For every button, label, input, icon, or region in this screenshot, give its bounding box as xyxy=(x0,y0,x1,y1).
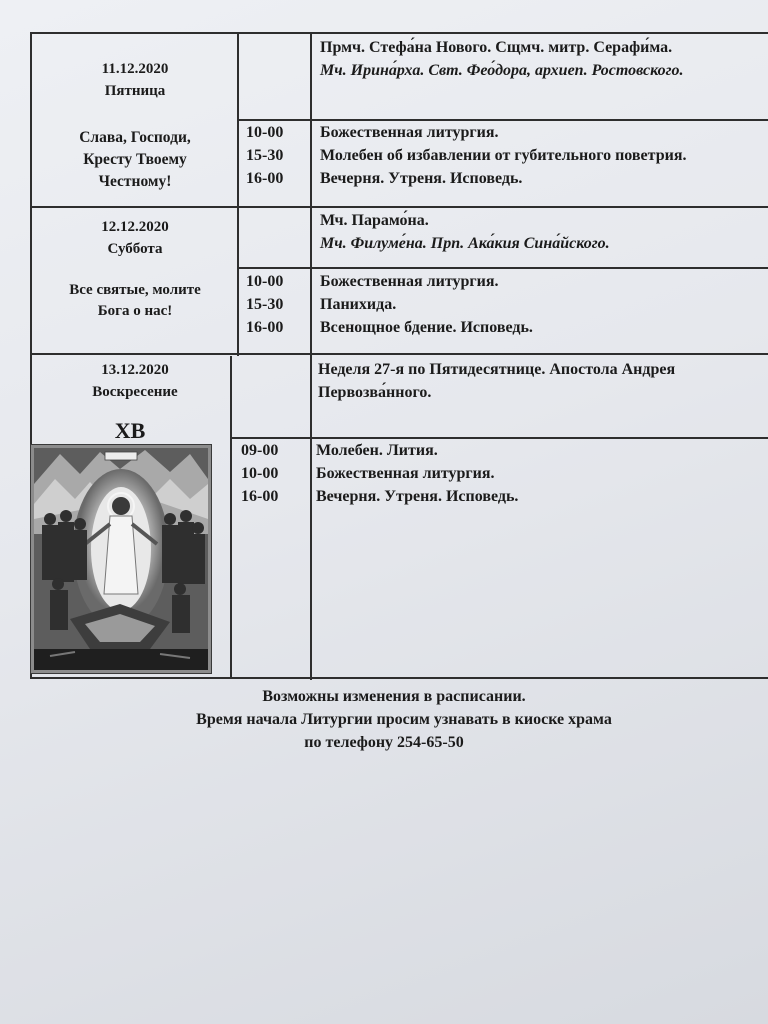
day2-time-1: 10-00 xyxy=(246,273,284,290)
row2-bottom-line xyxy=(30,353,768,355)
day3-date: 13.12.2020 xyxy=(101,362,169,378)
day2-times xyxy=(246,270,283,339)
row1-bottom-line xyxy=(30,206,768,208)
day2-time-2: 15-30 xyxy=(246,296,284,313)
day1-time-1: 10-00 xyxy=(246,124,284,141)
day1-service-2: Молебен об избавлении от губительного поветрия. xyxy=(320,147,687,164)
day2-motto-line1: Все святые, молите xyxy=(69,282,201,298)
day3-service-2: Божественная литургия. xyxy=(316,465,495,482)
day1-motto-line3: Честному! xyxy=(98,173,172,190)
day1-weekday: Пятница xyxy=(104,83,166,99)
day2-time-3: 16-00 xyxy=(246,319,284,336)
day2-saints-line2: Мч. Филуме́на. Прп. Ака́кия Сина́йского. xyxy=(320,235,610,252)
day1-times xyxy=(246,121,283,190)
day1-saints xyxy=(320,36,684,82)
day2-service-1: Божественная литургия. xyxy=(320,273,499,290)
day1-service-3: Вечерня. Утреня. Исповедь. xyxy=(320,170,523,187)
day2-date-block xyxy=(30,216,240,260)
table-top-border xyxy=(30,32,768,34)
day2-saints xyxy=(320,209,610,255)
footer-line1: Возможны изменения в расписании. xyxy=(262,688,526,705)
footer-line3: по телефону 254-65-50 xyxy=(304,734,464,751)
day2-services xyxy=(320,270,533,339)
day1-motto-line2: Кресту Твоему xyxy=(83,151,187,168)
day2-service-2: Панихида. xyxy=(320,296,397,313)
day3-time-2: 10-00 xyxy=(241,465,279,482)
day3-times xyxy=(241,439,278,508)
day3-time-3: 16-00 xyxy=(241,488,279,505)
day1-motto xyxy=(30,127,240,193)
day3-service-1: Молебен. Лития. xyxy=(316,442,438,459)
day2-weekday: Суббота xyxy=(107,241,163,257)
day3-time-1: 09-00 xyxy=(241,442,279,459)
row2-mid-line xyxy=(237,267,768,269)
day2-saints-line1: Мч. Парамо́на. xyxy=(320,212,429,229)
day2-service-3: Всенощное бдение. Исповедь. xyxy=(320,319,533,336)
day1-date-block xyxy=(30,58,240,102)
day1-time-3: 16-00 xyxy=(246,170,284,187)
day1-motto-line1: Слава, Господи, xyxy=(79,129,191,146)
day1-services xyxy=(320,121,686,190)
day3-saints xyxy=(318,358,675,404)
day3-services xyxy=(316,439,518,508)
day3-saints-line1: Неделя 27-я по Пятидесятнице. Апостола Андрея xyxy=(318,361,676,378)
day3-saints-line2: Первозва́нного. xyxy=(318,384,432,401)
col-divider-1b xyxy=(230,356,232,678)
footer-line2: Время начала Литургии просим узнавать в киоске храма xyxy=(196,711,612,728)
day3-icon-caption: ХВ xyxy=(114,418,146,443)
day3-weekday: Воскресение xyxy=(92,384,178,400)
day1-service-1: Божественная литургия. xyxy=(320,124,499,141)
day2-date: 12.12.2020 xyxy=(101,219,169,235)
day2-motto xyxy=(30,280,240,322)
table-bottom-line xyxy=(30,677,768,679)
day3-service-3: Вечерня. Утреня. Исповедь. xyxy=(316,488,519,505)
day2-motto-line2: Бога о нас! xyxy=(97,303,173,319)
col-divider-2 xyxy=(310,32,312,680)
day1-saints-line1: Прмч. Стефа́на Нового. Сщмч. митр. Серафи́ма. xyxy=(320,39,673,56)
resurrection-icon xyxy=(30,444,212,674)
day3-date-block xyxy=(30,359,240,403)
day1-time-2: 15-30 xyxy=(246,147,284,164)
day1-date: 11.12.2020 xyxy=(101,61,169,77)
day1-saints-line2: Мч. Ирина́рха. Свт. Фео́дора, архиеп. Ростовского. xyxy=(320,62,684,79)
